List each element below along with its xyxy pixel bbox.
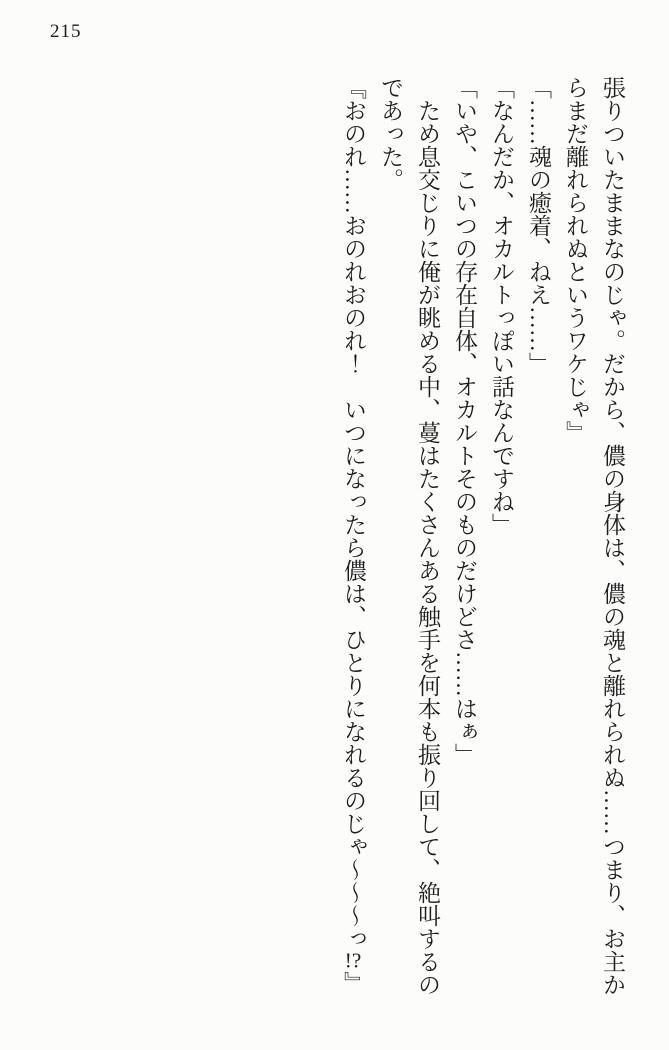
paragraph-5-narration-line: であった。: [378, 76, 403, 191]
page-number: 215: [50, 21, 82, 42]
paragraph-2-dialogue-line: 「……魂の癒着、ねえ……」: [526, 76, 551, 375]
paragraph-6-dialogue-shout-line: 『おのれ……おのれおのれ！ いつになったら儂は、ひとりになれるのじゃ〜〜〜っ!?』: [341, 76, 366, 995]
paragraph-3-dialogue-line: 「なんだか、オカルトっぽい話なんですね」: [489, 76, 514, 536]
paragraph-5-narration-line: ため息交じりに俺が眺める中、蔓はたくさんある触手を何本も振り回して、絶叫するの: [415, 76, 440, 996]
tate-chu-yoko: !?: [344, 950, 362, 972]
paragraph-1-dialogue-continued-line: 張りついたままなのじゃ。だから、儂の身体は、儂の魂と離れられぬ……つまり、お主か: [600, 76, 625, 996]
paragraph-4-dialogue-line: 「いや、こいつの存在自体、オカルトそのものだけどさ……はぁ」: [452, 76, 477, 766]
paragraph-1-dialogue-continued-line: らまだ離れられぬというワケじゃ』: [563, 76, 588, 444]
vertical-text-block: [334, 76, 631, 1004]
